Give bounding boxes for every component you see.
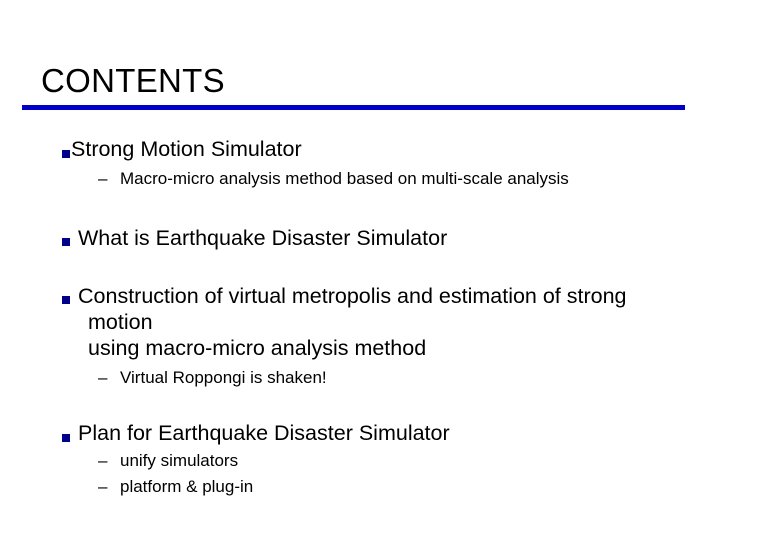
bullet-item-what-is-eds: What is Earthquake Disaster Simulator	[78, 226, 448, 250]
dash-icon: –	[98, 169, 108, 188]
sub-item-text: Macro-micro analysis method based on multi-scale analysis	[120, 169, 569, 188]
bullet-square-icon	[62, 434, 70, 442]
sub-item-unify-simulators	[98, 448, 238, 474]
title-underline	[22, 105, 685, 110]
dash-icon: –	[98, 477, 108, 496]
sub-item-macro-micro-method	[98, 166, 569, 192]
bullet-item-plan-for-eds: Plan for Earthquake Disaster Simulator	[78, 421, 450, 445]
dash-icon: –	[98, 451, 108, 470]
dash-icon: –	[98, 368, 108, 387]
bullet-square-icon	[62, 150, 70, 158]
bullet-square-icon	[62, 296, 70, 304]
sub-item-platform-plugin	[98, 474, 253, 500]
bullet-square-icon	[62, 238, 70, 246]
bullet-item-construction-line-2: motion	[88, 310, 153, 334]
sub-item-text: unify simulators	[120, 451, 239, 470]
slide-title: CONTENTS	[41, 62, 225, 99]
sub-item-text: platform & plug-in	[120, 477, 254, 496]
bullet-item-strong-motion-simulator: Strong Motion Simulator	[71, 137, 302, 161]
sub-item-text: Virtual Roppongi is shaken!	[120, 368, 327, 387]
sub-item-virtual-roppongi	[98, 365, 327, 391]
bullet-item-construction-line-1: Construction of virtual metropolis and estimation of strong	[78, 284, 627, 308]
bullet-item-construction-line-3: using macro-micro analysis method	[88, 336, 427, 360]
